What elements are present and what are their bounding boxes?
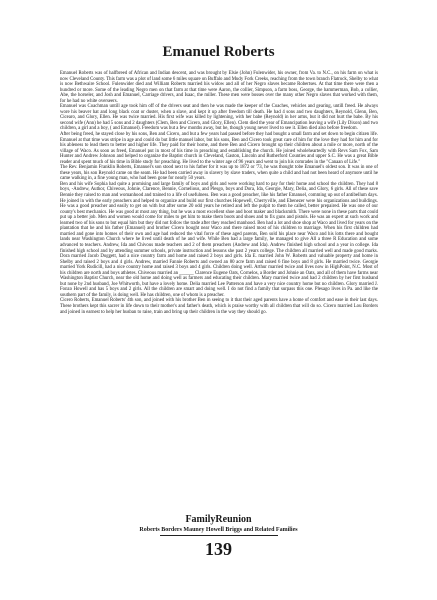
page-footer: [0, 514, 437, 559]
paragraph: After being freed, he stayed close by his sons, Ben and Cicero, and but a few years had passed before they had bought a small farm and set down to begin citizen life. Emanuel at that time was stripe in age and could do but little manuel labor, but his sons, Ben and Cicero took great care of him for the love they had for him and for his ableness to lead them to better and higher life. They paid for their home, and there Ben and Cicero brought up their children about a mile or more, north of the village of Waco. As soon as freed, Emanuel put in most of his time in preaching and establishing the church. He joined wholeheartedly with Revs Sam Fox, Sam Hunter and Andrew Johnson and helped to organize the Baptist church in Cleveland, Gaston, Lincoln and Rutherford Counties and upper S.C. He was a great Bible reader and spent much of his time in Bible study for preaching. He lived to the winter age of 96 years and went to join his comrades in the "Canaan of Life.": [60, 132, 378, 165]
page-number: 139: [205, 539, 232, 559]
paragraph: Emanuel Roberts was of halfbreed of African and Indian descent, and was brought by Elsie (John) Fulenwider, his owner, from Va. to N.C., on his farm on what is now Cleveland County. This farm was a plot of land some 6 miles square on Buffalo and Mudy Fork Creeks, reaching from the town branch Flatrock, Shelby to what is now Bethwaire School. Fulenwider died and William Roberts married his widow and all of her Negro slaves became Robertses. At that time there were then a hundred or more. Some of the leading Negro men on that farm at that time were Aaron, the collier, Simpson, a farm boss, George, the hammerman, Bob, a collier, Abe, the horseler, and Josh and Emanuel, Carriage drivers, and Isaac, the miller. These men were bosses over the many other Negro slaves that worked with them, for he had no white overseers.: [60, 71, 378, 104]
footer-divider: [160, 535, 278, 536]
paragraph: The Rev. Benjamin Franklin Roberts, Emanuel's son stood next to his father for it was up to 1872 or '73, he was thought tobe Emanuel's oldest son. It was in one of these years, his son Reynold came on the seam. He had been carried away in slavery by slave traders, when quite a child and had not been heard of anymore until he came walking in, a fine young man, who had been gone for nearly 50 years.: [60, 165, 378, 182]
page-title: Emanuel Roberts: [162, 44, 275, 60]
paragraph: Cicero Roberts, Emanuel Roberts' 4th son, and joined with his brother Ben in seeing to it that their aged parents have a home of comfort and ease in their last days. These brothers kept this sacrer in life down to their mother's and father's death, which is praise worthy with all children that will do so. Cicero married Lou Borders and joined in earnest to help her husban to raise, train and bring up their children in the way they should go.: [60, 298, 378, 315]
body-text: [60, 71, 378, 315]
paragraph: Emanuel was Coachman untill age took him off of the drivers seat and then he was made the keeper of the Coaches, vehicles and gearing, untill freed. He always wore his beaver hat and long black coat or duster, when a slave, and kept it up after freedom till death. He had 4 sons and two daughters, Reynold, Glenn, Ben, Cicearo, and Glory, Ellen. He was twice married. His first wife was killed by lightening, with her babe (Reynold) in her arms, but it did not hurt the babe. By his second wife (Ann) he had 5 sons and 2 daughters (Clem, Ben and Cicero, and Glory, Ellen). Clem died the year of Emancipation leaving a wife (Lily Dixon) and two children, a girl and a boy, ( and Emanuel). Freedom was but a few months away, but he, though young never lived to see it. Ellen died also before freedom.: [60, 104, 378, 132]
paragraph: Ben and his wife Sophia had quite a promising and large family of boys and girls and were working hard to pay for their home and school the children. They had 8 boys, -Andrew, Author, Chiveous, Johnie, Clarence, Bennie, Cornelious, and Plesgo, boys and Dora, Ida, Georgie, Mary, Delia, and Glory, 6 girls. All of these save Bennie they raised to man and womanhood and trained to a life of usefulness. Ben was a good preacher, like his father Emanuel, comming up out of antibellum days. He joined in with the early preachers and helped to organize and build our first churches Hopewell, Cherryville, and Ebenezer were his organizations and buildings. He was a good preacher and easily to get on with but after some 20 odd years he retired and left the pulpit to them he called, better prepaired. He was one of our county's best mechanics. He was good at most any thing, but he was a most excellent shoe and boot maker and blacksmith. There were none in these parts that could put up a better job. Men and women would come for miles to get him to make them boots and shoes and to fix guns and pistols. He was an expert at such work and learned two of his sons to but equal him but they did not follow the trade after they reached manhood. Ben had a lot and shoe shop at Waco and lived for years on the plantation that he and his father (Emanuel) and brother Cicero bought near Waco and there raised most of his children to marriage. When his first children had married and gone into homes of their own and age had reduced the vital force of these aged parents, Ben sold his place near Waco and his lotts there and bought lands near Washington Church where he lived until death of he and wife. While Ben had a large family, he managed to give All a three R Education and some advanced to teachers. Andrew, Ida and Chivous made teachers and 2 of them preachers (Andrew and Ida). Andrew finished high school and a year in college. Ida finished high school and by attending summer schools, private instruction and lessons she past 2 years college. The children all married well and made good marks. Dora married Jacob Doggett, had a nice country farm and home and raised 2 boys and girls. Ida E. married John W. Roberts and valuable property and home in Shelby and raised 2 boys and 4 girls. Andrew, married Fannie Roberts and owned an 80 acre farm and raised 6 fine boys and 8 girls. He married twice. Georgie married York Rudicill, had a nice country home and raised 3 boys and 4 girls. Children doing well. Arthur married twice and lives now in HighPoint, N.C. Most of his children are north and boys athletes. Chiveous married an ______ Clarence Eugene Oats, Cornelos, a Border and Johnie an Oats, and all of them have farms near Washington Baptist Church, near the old home and doing well as farmers and educating their children. Mary married twice and had 2 children by her first husband but none by 2nd husband, Joe Whitworth, but have a lovely home. Delia married Lee Patterson and have a very nice country home but no children. Glory married J. Fonzo Howell and has 5 boys and 2 girls. All the children are smart and doing well. I do not find a family that surpass this one. Plesago lives in Pa. and like the southern part of the family, is doing well. He has children, one of whom is a preacher.: [60, 181, 378, 298]
footer-subtitle: Roberts Borders Mauney Howell Briggs and Related Families: [139, 527, 298, 533]
footer-title: FamilyReunion: [185, 514, 252, 525]
